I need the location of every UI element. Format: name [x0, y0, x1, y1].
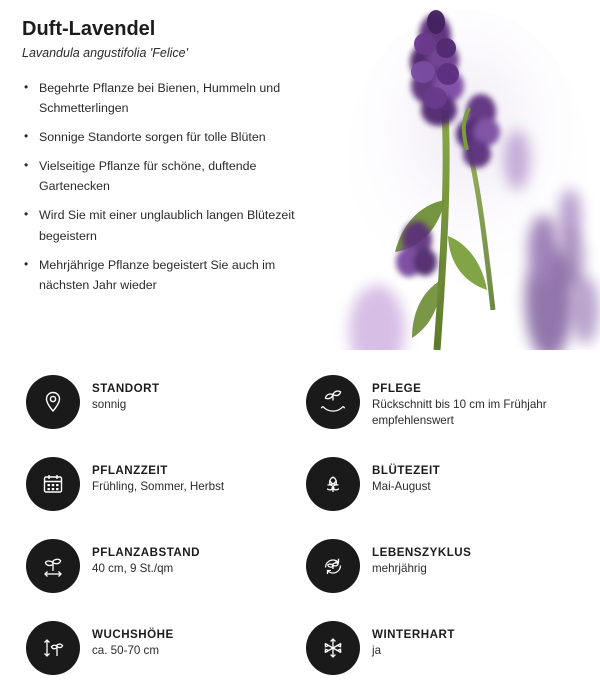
attribute-value: Frühling, Sommer, Herbst: [92, 480, 225, 493]
attribute-value: mehrjährig: [372, 562, 427, 575]
attribute-text: [372, 375, 586, 428]
attribute-value: Rückschnitt bis 10 cm im Frühjahr empfehlenswert: [372, 398, 547, 427]
attribute-lebenszyklus: [306, 539, 586, 593]
snowflake-icon: [306, 621, 360, 675]
attribute-text: [92, 457, 224, 495]
attribute-label: WUCHSHÖHE: [92, 628, 174, 641]
attribute-pflanzabstand: [26, 539, 306, 593]
attribute-text: [372, 457, 440, 495]
list-item: • Sonnige Standorte sorgen für tolle Blüten: [22, 127, 322, 147]
feature-list: [22, 78, 322, 295]
attribute-label: LEBENSZYKLUS: [372, 546, 472, 559]
attribute-value: Mai-August: [372, 480, 431, 493]
attribute-label: PFLEGE: [372, 382, 422, 395]
attribute-value: sonnig: [92, 398, 127, 411]
attribute-value: 40 cm, 9 St./qm: [92, 562, 174, 575]
list-item: • Mehrjährige Pflanze begeistert Sie auch im nächsten Jahr wieder: [22, 255, 322, 295]
attribute-value: ca. 50-70 cm: [92, 644, 160, 657]
list-item: • Wird Sie mit einer unglaublich langen Blütezeit begeistern: [22, 205, 322, 245]
growth-height-arrows-icon: [26, 621, 80, 675]
flower-bloom-icon: [306, 457, 360, 511]
attribute-label: STANDORT: [92, 382, 160, 395]
attribute-bluetezeit: [306, 457, 586, 511]
plant-spacing-arrows-icon: [26, 539, 80, 593]
attribute-label: BLÜTEZEIT: [372, 464, 441, 477]
life-cycle-icon: [306, 539, 360, 593]
attribute-label: WINTERHART: [372, 628, 455, 641]
attribute-winterhart: [306, 621, 586, 675]
attribute-value: ja: [372, 644, 382, 657]
calendar-icon: [26, 457, 80, 511]
list-item: • Vielseitige Pflanze für schöne, duftende Gartenecken: [22, 156, 322, 196]
attribute-standort: [26, 375, 306, 429]
attribute-pflanzzeit: [26, 457, 306, 511]
product-text-column: [22, 18, 322, 304]
lavender-photo: [317, 0, 600, 350]
attribute-label: PFLANZZEIT: [92, 464, 168, 477]
list-item: • Begehrte Pflanze bei Bienen, Hummeln und Schmetterlingen: [22, 78, 322, 118]
attribute-grid: [0, 360, 600, 700]
attribute-text: [92, 375, 160, 413]
attribute-text: [92, 539, 200, 577]
attribute-text: [372, 539, 471, 577]
page-title: Duft-Lavendel: [22, 18, 156, 40]
hand-leaf-icon: [306, 375, 360, 429]
attribute-text: [372, 621, 455, 659]
attribute-label: PFLANZABSTAND: [92, 546, 201, 559]
location-pin-icon: [26, 375, 80, 429]
attribute-pflege: [306, 375, 586, 429]
botanical-name: Lavandula angustifolia 'Felice': [22, 46, 188, 60]
attribute-wuchshoehe: [26, 621, 306, 675]
attribute-text: [92, 621, 174, 659]
